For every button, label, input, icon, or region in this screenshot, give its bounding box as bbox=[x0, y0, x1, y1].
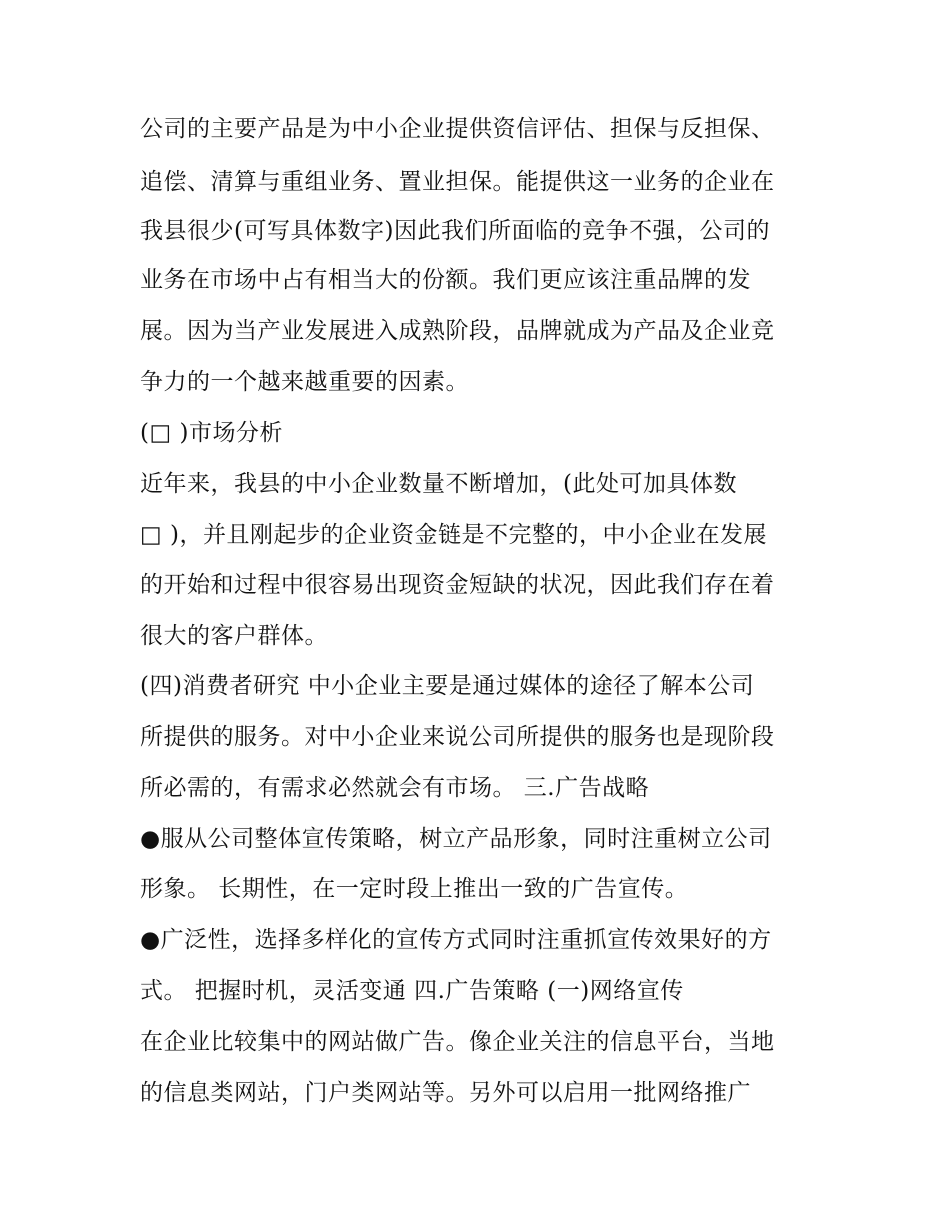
text-line-13: 所提供的服务。对中小企业来说公司所提供的服务也是现阶段 bbox=[140, 724, 775, 750]
text-line-18: 式。 把握时机，灵活变通 四.广告策略 (一)网络宣传 bbox=[140, 978, 684, 1004]
text-line-4: 业务在市场中占有相当大的份额。我们更应该注重品牌的发 bbox=[140, 267, 751, 293]
text-line-10: 的开始和过程中很容易出现资金短缺的状况，因此我们存在着 bbox=[140, 572, 775, 598]
text-line-3: 我县很少(可写具体数字)因此我们所面临的竞争不强，公司的 bbox=[140, 218, 770, 244]
text-line-8: 近年来，我县的中小企业数量不断增加，(此处可加具体数 bbox=[140, 471, 737, 497]
text-line-14: 所必需的，有需求必然就会有市场。 三.广告战略 bbox=[140, 775, 650, 801]
text-line-2: 追偿、清算与重组业务、置业担保。能提供这一业务的企业在 bbox=[140, 169, 775, 195]
text-line-19: 在企业比较集中的网站做广告。像企业关注的信息平台，当地 bbox=[140, 1029, 775, 1055]
text-line-12: (四)消费者研究 中小企业主要是通过媒体的途径了解本公司 bbox=[140, 673, 755, 699]
text-line-5: 展。因为当产业发展进入成熟阶段，品牌就成为产品及企业竞 bbox=[140, 318, 775, 344]
section-heading-market-analysis: (□ )市场分析 bbox=[140, 420, 283, 446]
bullet-line-2: ●广泛性，选择多样化的宣传方式同时注重抓宣传效果好的方 bbox=[140, 927, 772, 953]
text-line-20: 的信息类网站，门户类网站等。另外可以启用一批网络推广 bbox=[140, 1080, 751, 1106]
text-line-9: □ )，并且刚起步的企业资金链是不完整的，中小企业在发展 bbox=[140, 522, 768, 548]
text-line-16: 形象。 长期性，在一定时段上推出一致的广告宣传。 bbox=[140, 876, 689, 902]
text-line-11: 很大的客户群体。 bbox=[140, 623, 328, 649]
text-line-6: 争力的一个越来越重要的因素。 bbox=[140, 369, 469, 395]
bullet-line-1: ●服从公司整体宣传策略，树立产品形象，同时注重树立公司 bbox=[140, 826, 772, 852]
text-line-1: 公司的主要产品是为中小企业提供资信评估、担保与反担保、 bbox=[140, 116, 775, 142]
